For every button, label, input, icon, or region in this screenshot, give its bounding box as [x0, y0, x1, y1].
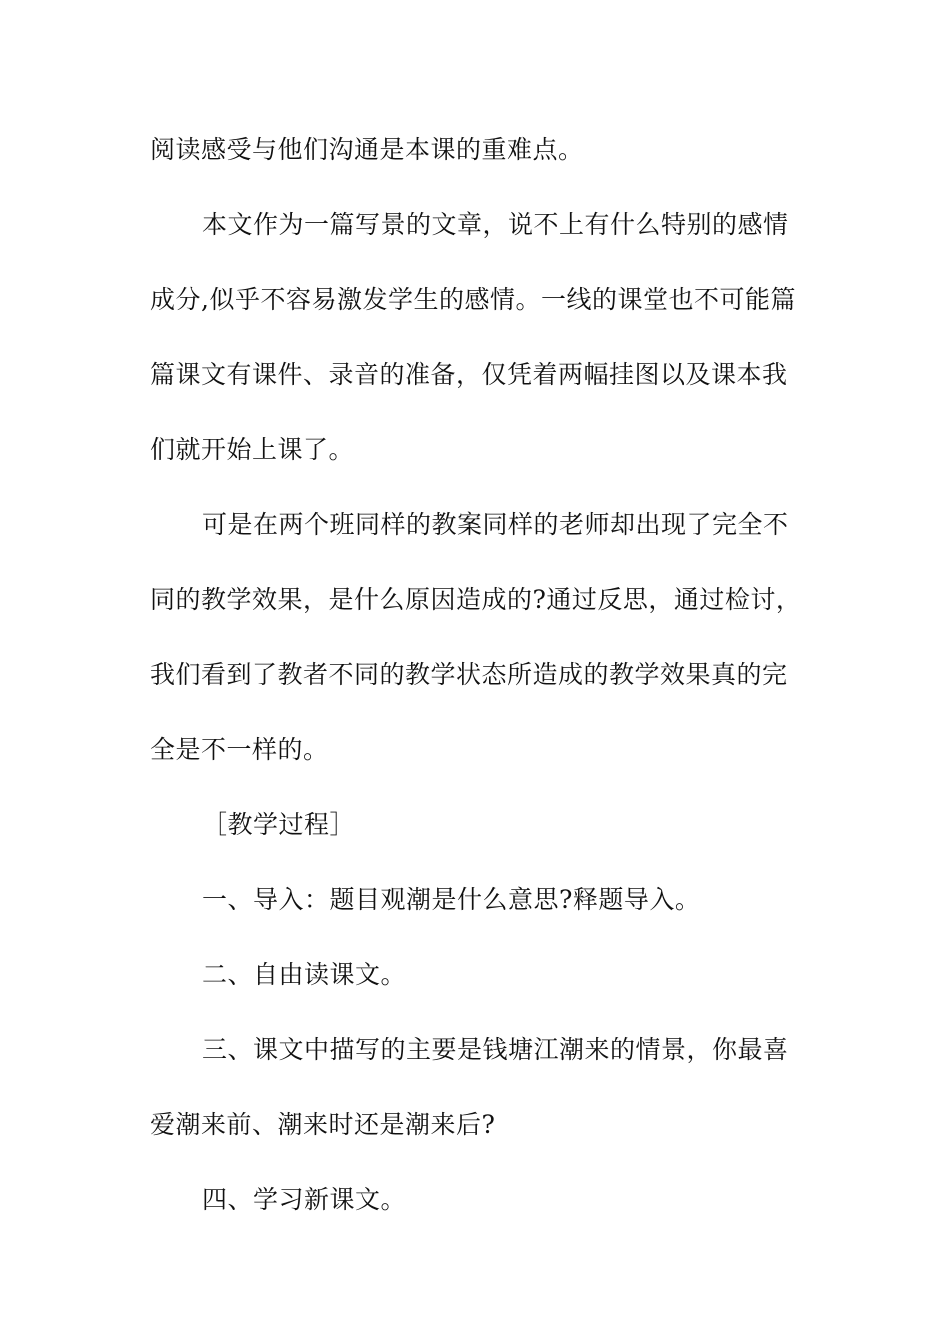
text-line: 全是不一样的。 — [150, 735, 329, 764]
step-item: 三、课文中描写的主要是钱塘江潮来的情景，你最喜 — [202, 1035, 789, 1064]
text-line: 我们看到了教者不同的教学状态所造成的教学效果真的完 — [150, 660, 788, 689]
paragraph-start-line: 可是在两个班同样的教案同样的老师却出现了完全不 — [202, 510, 789, 539]
text-line: 同的教学效果，是什么原因造成的?通过反思，通过检讨， — [150, 585, 802, 614]
step-item: 二、自由读课文。 — [202, 960, 407, 989]
section-heading: ［教学过程］ — [202, 810, 356, 839]
text-line: 阅读感受与他们沟通是本课的重难点。 — [150, 135, 584, 164]
text-line: 们就开始上课了。 — [150, 435, 355, 464]
text-line: 篇课文有课件、录音的准备，仅凭着两幅挂图以及课本我 — [150, 360, 788, 389]
text-line: 成分,似乎不容易激发学生的感情。一线的课堂也不可能篇 — [150, 285, 796, 314]
text-line: 爱潮来前、潮来时还是潮来后? — [150, 1110, 496, 1139]
step-item: 一、导入：题目观潮是什么意思?释题导入。 — [202, 885, 701, 914]
step-item: 四、学习新课文。 — [202, 1185, 407, 1214]
paragraph-start-line: 本文作为一篇写景的文章，说不上有什么特别的感情 — [202, 210, 789, 239]
